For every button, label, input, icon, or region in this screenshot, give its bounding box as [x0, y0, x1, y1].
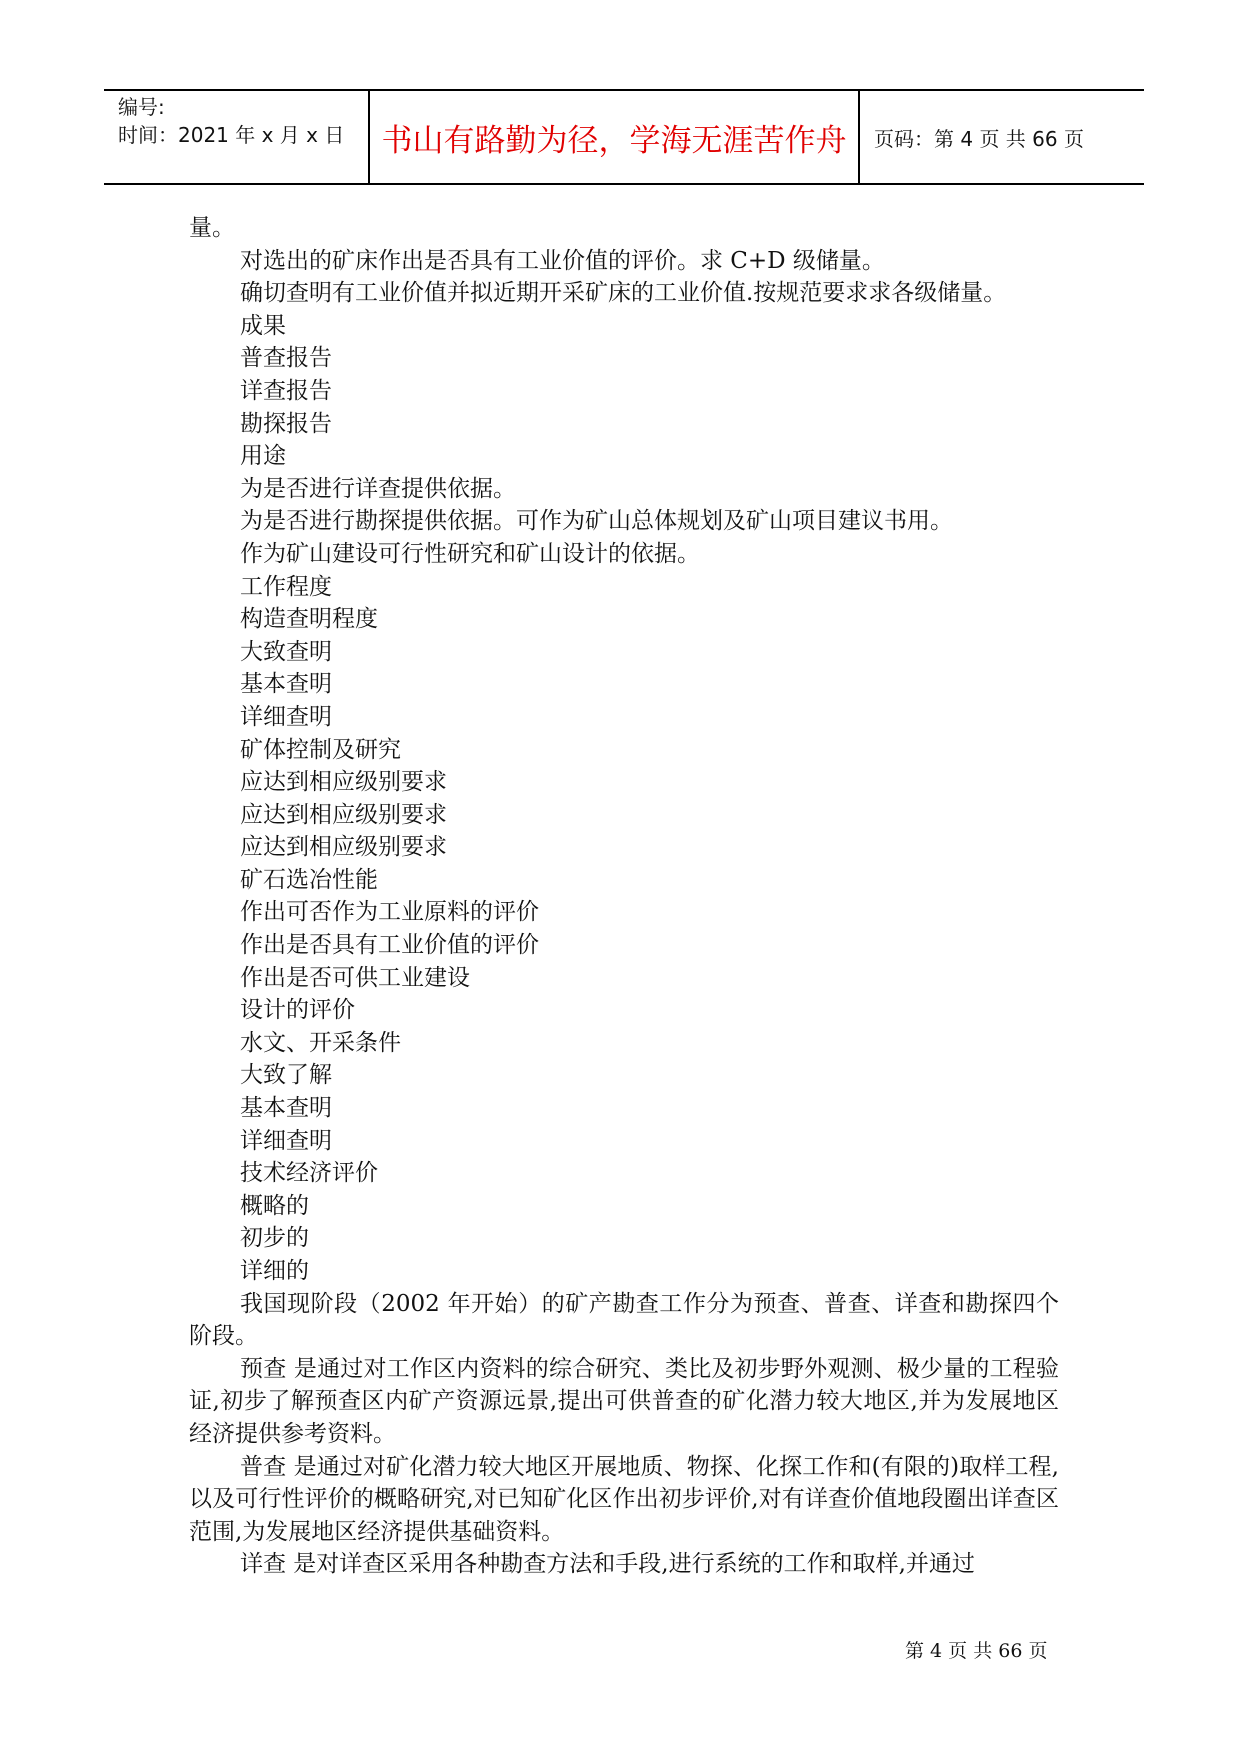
- header-info: [118, 93, 368, 149]
- body-line: 确切查明有工业价值并拟近期开采矿床的工业价值.按规范要求求各级储量。: [240, 280, 1007, 307]
- page-header: [104, 89, 1144, 185]
- header-motto: 书山有路勤为径，学海无涯苦作舟: [381, 122, 847, 159]
- document-body: [189, 212, 1059, 1581]
- body-paragraph: 普查 是通过对矿化潜力较大地区开展地质、物探、化探工作和(有限的)取样工程,以及可行性评价的概略研究,对已知矿化区作出初步评价,对有详查价值地段圈出详查区范围,为发展地区经济提供基础资料。: [189, 1453, 1059, 1545]
- body-line: 作出是否具有工业价值的评价: [240, 932, 539, 959]
- body-line: 详查报告: [240, 377, 332, 404]
- body-paragraph: 我国现阶段（2002 年开始）的矿产勘查工作分为预查、普查、详查和勘探四个阶段。: [189, 1290, 1059, 1350]
- body-line: 矿石选冶性能: [240, 866, 378, 893]
- page-footer: 第 4 页 共 66 页: [905, 1640, 1048, 1662]
- body-line: 用途: [240, 443, 286, 470]
- body-line: 技术经济评价: [240, 1160, 378, 1187]
- body-line: 应达到相应级别要求: [240, 801, 447, 828]
- document-number-label: 编号:: [118, 95, 165, 119]
- body-line: 应达到相应级别要求: [240, 769, 447, 796]
- body-line: 初步的: [240, 1225, 309, 1252]
- body-line: 为是否进行详查提供依据。: [240, 475, 516, 502]
- body-line: 作出是否可供工业建设: [240, 964, 470, 991]
- body-line: 勘探报告: [240, 410, 332, 437]
- body-line: 水文、开采条件: [240, 1029, 401, 1056]
- body-line: 概略的: [240, 1192, 309, 1219]
- body-line: 对选出的矿床作出是否具有工业价值的评价。求 C+D 级储量。: [240, 247, 885, 274]
- body-line: 量。: [189, 215, 235, 241]
- body-line: 作出可否作为工业原料的评价: [240, 899, 539, 926]
- body-line: 普查报告: [240, 345, 332, 372]
- body-line: 详细查明: [240, 703, 332, 730]
- body-line: 为是否进行勘探提供依据。可作为矿山总体规划及矿山项目建议书用。: [240, 508, 953, 535]
- body-line: 矿体控制及研究: [240, 736, 401, 763]
- body-line: 作为矿山建设可行性研究和矿山设计的依据。: [240, 540, 700, 567]
- body-line: 构造查明程度: [240, 606, 378, 633]
- body-line: 应达到相应级别要求: [240, 834, 447, 861]
- body-line: 详细的: [240, 1258, 309, 1284]
- body-line: 基本查明: [240, 671, 332, 698]
- body-line: 基本查明: [240, 1095, 332, 1122]
- body-line: 详细查明: [240, 1127, 332, 1154]
- header-divider: [858, 91, 860, 183]
- body-line: 大致了解: [240, 1062, 332, 1089]
- header-page-label: 页码：第 4 页 共 66 页: [874, 126, 1084, 151]
- body-paragraph: 预查 是通过对工作区内资料的综合研究、类比及初步野外观测、极少量的工程验证,初步了解预查区内矿产资源远景,提出可供普查的矿化潜力较大地区,并为发展地区经济提供参考资料。: [189, 1355, 1059, 1447]
- body-line: 大致查明: [240, 638, 332, 665]
- body-paragraph: 详查 是对详查区采用各种勘查方法和手段,进行系统的工作和取样,并通过: [240, 1551, 975, 1578]
- body-line: 设计的评价: [240, 997, 355, 1024]
- body-line: 成果: [240, 312, 286, 339]
- document-time-label: 时间：2021 年 x 月 x 日: [118, 123, 345, 147]
- body-line: 工作程度: [240, 573, 332, 600]
